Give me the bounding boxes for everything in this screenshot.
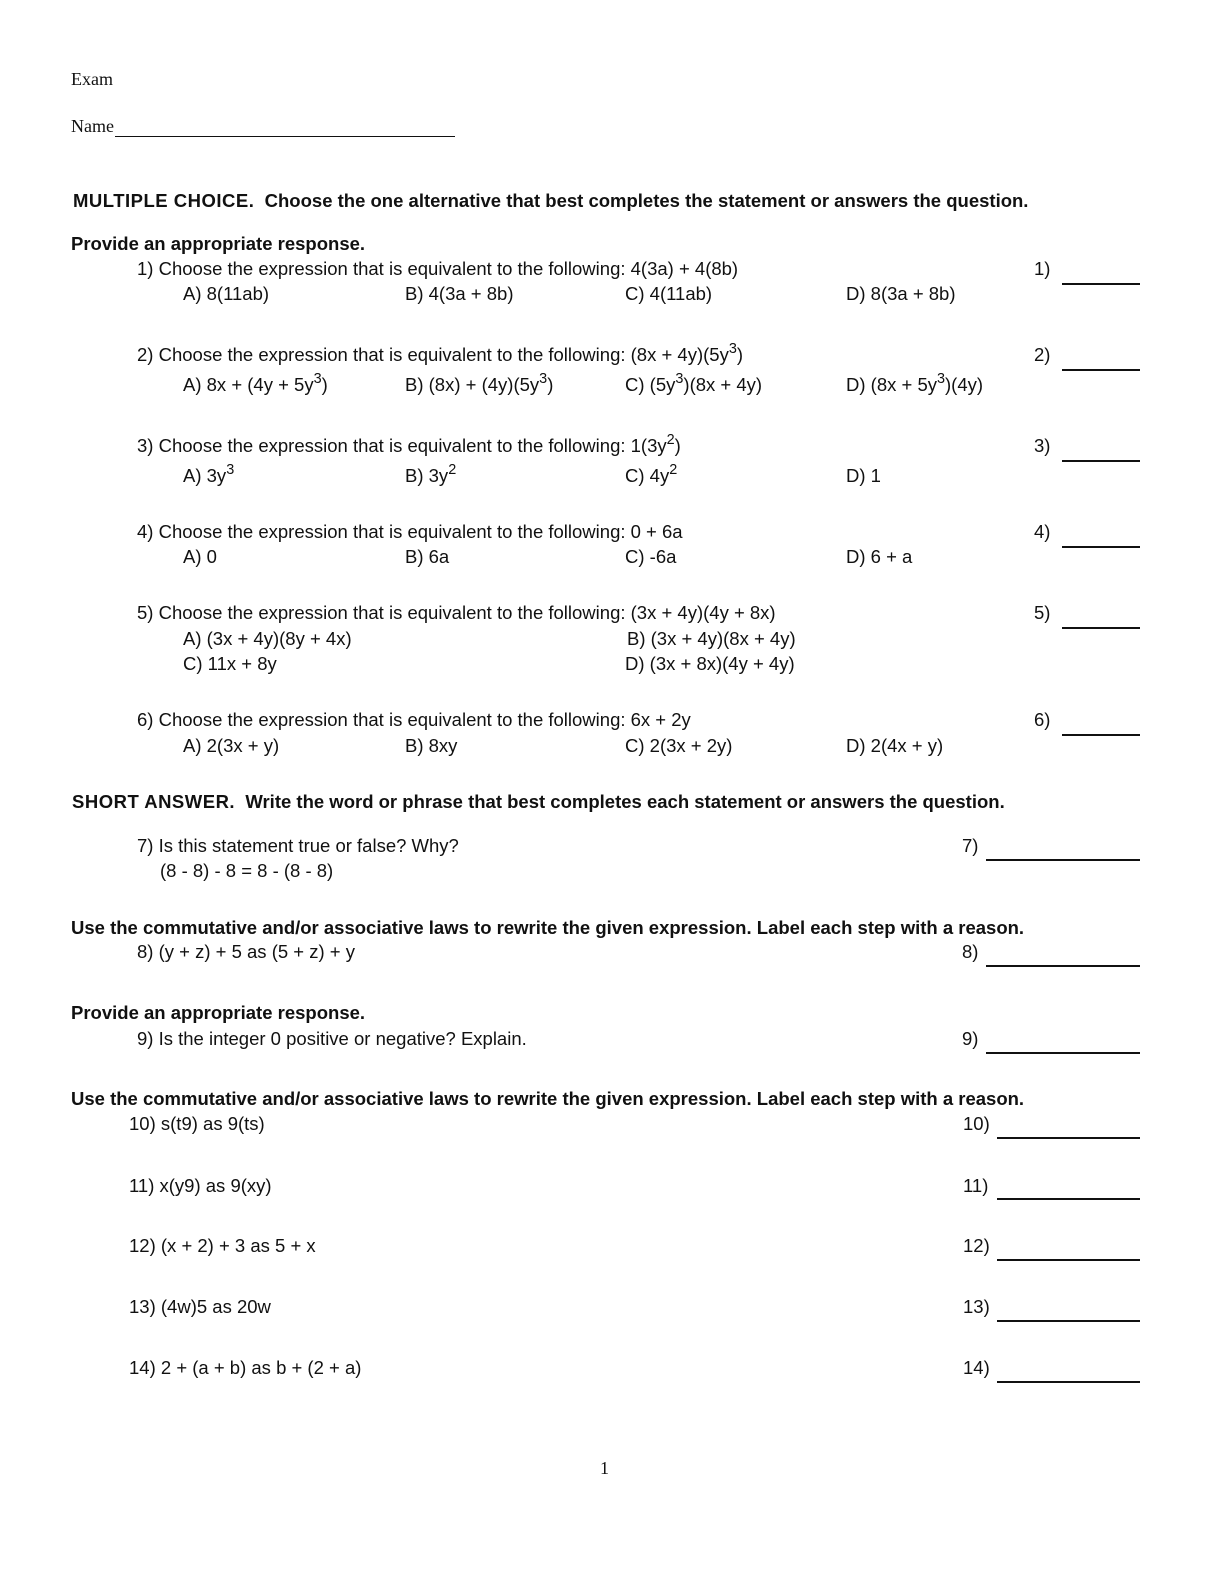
question-number: 1) <box>137 258 154 279</box>
question-text: Choose the expression that is equivalent to the following: 4(3a) + 4(8b) <box>158 258 739 279</box>
answer-label-1: 1) <box>1034 258 1051 279</box>
option-text: C) 4y <box>625 465 670 486</box>
exponent: 2 <box>669 462 678 479</box>
option-text: D) (8x + 5y <box>846 374 937 395</box>
answer-label-6: 6) <box>1034 709 1051 730</box>
question-number: 9) <box>137 1028 154 1049</box>
name-blank-line[interactable] <box>115 118 455 137</box>
mc-section-instruction: Choose the one alternative that best completes the statement or answers the question. <box>264 190 1029 211</box>
option-text: B) (8x) + (4y)(5y <box>405 374 540 395</box>
answer-blank-14[interactable] <box>997 1381 1140 1383</box>
question-number: 11) <box>129 1175 155 1196</box>
question-2 <box>137 341 744 366</box>
law-instruction-2: Use the commutative and/or associative laws to rewrite the given expression. Label each step with a reason. <box>71 1088 1025 1109</box>
q6-option-d: D) 2(4x + y) <box>846 735 944 756</box>
answer-blank-13[interactable] <box>997 1320 1140 1322</box>
question-9 <box>137 1028 527 1050</box>
q2-option-d <box>846 371 984 396</box>
option-text: C) (5y <box>625 374 676 395</box>
question-text: Choose the expression that is equivalent to the following: 6x + 2y <box>158 709 691 730</box>
answer-label-10: 10) <box>963 1113 990 1134</box>
law-instruction: Use the commutative and/or associative laws to rewrite the given expression. Label each step with a reason. <box>71 917 1025 938</box>
question-8 <box>137 941 355 963</box>
q6-option-a: A) 2(3x + y) <box>183 735 280 756</box>
response-instruction: Provide an appropriate response. <box>71 1002 366 1023</box>
option-text-end: ) <box>547 374 554 395</box>
q1-option-b: B) 4(3a + 8b) <box>405 283 514 304</box>
answer-label-13: 13) <box>963 1296 990 1317</box>
question-text-end: ) <box>674 435 681 456</box>
exponent: 2 <box>666 432 675 449</box>
question-10 <box>129 1113 265 1135</box>
exam-label: Exam <box>71 69 113 89</box>
q1-option-a: A) 8(11ab) <box>183 283 270 304</box>
exponent: 3 <box>728 341 737 358</box>
exponent: 3 <box>226 462 235 479</box>
answer-blank-5[interactable] <box>1062 627 1140 629</box>
question-6 <box>137 709 691 731</box>
answer-blank-8[interactable] <box>986 965 1140 967</box>
answer-label-11: 11) <box>963 1175 989 1196</box>
option-text-end: ) <box>321 374 328 395</box>
option-text: A) 8x + (4y + 5y <box>183 374 314 395</box>
q3-option-a <box>183 462 235 487</box>
question-3 <box>137 432 681 457</box>
mc-group-instruction: Provide an appropriate response. <box>71 233 366 254</box>
sa-section-heading <box>72 791 1005 813</box>
q4-option-b: B) 6a <box>405 546 450 567</box>
q3-option-d: D) 1 <box>846 465 881 486</box>
sa-section-title: SHORT ANSWER. <box>72 791 236 812</box>
answer-blank-12[interactable] <box>997 1259 1140 1261</box>
sa-section-instruction: Write the word or phrase that best completes each statement or answers the question. <box>245 791 1005 812</box>
answer-label-14: 14) <box>963 1357 990 1378</box>
question-text: Choose the expression that is equivalent to the following: 0 + 6a <box>158 521 683 542</box>
answer-label-8: 8) <box>962 941 979 962</box>
exponent: 3 <box>539 371 548 388</box>
q2-option-c <box>625 371 763 396</box>
q5-option-c: C) 11x + 8y <box>183 653 277 674</box>
answer-blank-11[interactable] <box>997 1198 1140 1200</box>
question-number: 5) <box>137 602 154 623</box>
q6-option-c: C) 2(3x + 2y) <box>625 735 733 756</box>
question-text: s(t9) as 9(ts) <box>160 1113 265 1134</box>
exponent: 3 <box>675 371 684 388</box>
answer-blank-6[interactable] <box>1062 734 1140 736</box>
question-13 <box>129 1296 271 1318</box>
question-number: 12) <box>129 1235 156 1256</box>
q7-expression: (8 - 8) - 8 = 8 - (8 - 8) <box>160 860 334 881</box>
mc-section-title: MULTIPLE CHOICE. <box>73 190 255 211</box>
answer-blank-4[interactable] <box>1062 546 1140 548</box>
q4-option-c: C) -6a <box>625 546 677 567</box>
question-number: 7) <box>137 835 154 856</box>
name-label: Name <box>71 116 114 136</box>
answer-label-9: 9) <box>962 1028 979 1049</box>
mc-section-heading <box>73 190 1028 212</box>
option-text: B) 3y <box>405 465 449 486</box>
answer-label-12: 12) <box>963 1235 990 1256</box>
question-text: (4w)5 as 20w <box>160 1296 271 1317</box>
answer-blank-3[interactable] <box>1062 460 1140 462</box>
question-text: x(y9) as 9(xy) <box>159 1175 272 1196</box>
question-12 <box>129 1235 316 1257</box>
question-number: 4) <box>137 521 154 542</box>
question-number: 13) <box>129 1296 156 1317</box>
q3-option-b <box>405 462 457 487</box>
q4-option-d: D) 6 + a <box>846 546 913 567</box>
question-7 <box>137 835 459 857</box>
answer-blank-2[interactable] <box>1062 369 1140 371</box>
option-text-end: )(4y) <box>945 374 984 395</box>
name-field[interactable] <box>71 116 455 137</box>
question-text: Choose the expression that is equivalent to the following: (8x + 4y)(5y <box>158 344 729 365</box>
q5-option-a: A) (3x + 4y)(8y + 4x) <box>183 628 352 649</box>
option-text-end: )(8x + 4y) <box>683 374 763 395</box>
answer-label-5: 5) <box>1034 602 1051 623</box>
question-text: Is the integer 0 positive or negative? Explain. <box>158 1028 527 1049</box>
answer-label-2: 2) <box>1034 344 1051 365</box>
option-text: A) 3y <box>183 465 227 486</box>
exponent: 2 <box>448 462 457 479</box>
question-number: 14) <box>129 1357 156 1378</box>
question-number: 3) <box>137 435 154 456</box>
q2-option-b <box>405 371 554 396</box>
answer-label-4: 4) <box>1034 521 1051 542</box>
q5-option-d: D) (3x + 8x)(4y + 4y) <box>625 653 795 674</box>
page-number: 1 <box>600 1458 609 1478</box>
question-number: 6) <box>137 709 154 730</box>
exponent: 3 <box>313 371 322 388</box>
question-text: Is this statement true or false? Why? <box>158 835 459 856</box>
question-number: 10) <box>129 1113 156 1134</box>
answer-blank-10[interactable] <box>997 1137 1140 1139</box>
exponent: 3 <box>936 371 946 388</box>
q1-option-d: D) 8(3a + 8b) <box>846 283 956 304</box>
answer-blank-1[interactable] <box>1062 283 1140 285</box>
question-text: (x + 2) + 3 as 5 + x <box>160 1235 316 1256</box>
q3-option-c <box>625 462 678 487</box>
question-4 <box>137 521 683 543</box>
q6-option-b: B) 8xy <box>405 735 458 756</box>
question-text: Choose the expression that is equivalent to the following: (3x + 4y)(4y + 8x) <box>158 602 776 623</box>
question-1 <box>137 258 738 280</box>
answer-blank-9[interactable] <box>986 1052 1140 1054</box>
question-number: 2) <box>137 344 154 365</box>
question-text: 2 + (a + b) as b + (2 + a) <box>160 1357 362 1378</box>
q2-option-a <box>183 371 328 396</box>
question-text: (y + z) + 5 as (5 + z) + y <box>158 941 355 962</box>
answer-label-7: 7) <box>962 835 979 856</box>
question-text: Choose the expression that is equivalent to the following: 1(3y <box>158 435 667 456</box>
answer-label-3: 3) <box>1034 435 1051 456</box>
question-number: 8) <box>137 941 154 962</box>
question-text-end: ) <box>736 344 744 365</box>
question-14 <box>129 1357 361 1379</box>
answer-blank-7[interactable] <box>986 859 1140 861</box>
q5-option-b: B) (3x + 4y)(8x + 4y) <box>627 628 796 649</box>
q4-option-a: A) 0 <box>183 546 217 567</box>
question-11 <box>129 1175 272 1197</box>
question-5 <box>137 602 776 624</box>
q1-option-c: C) 4(11ab) <box>625 283 713 304</box>
